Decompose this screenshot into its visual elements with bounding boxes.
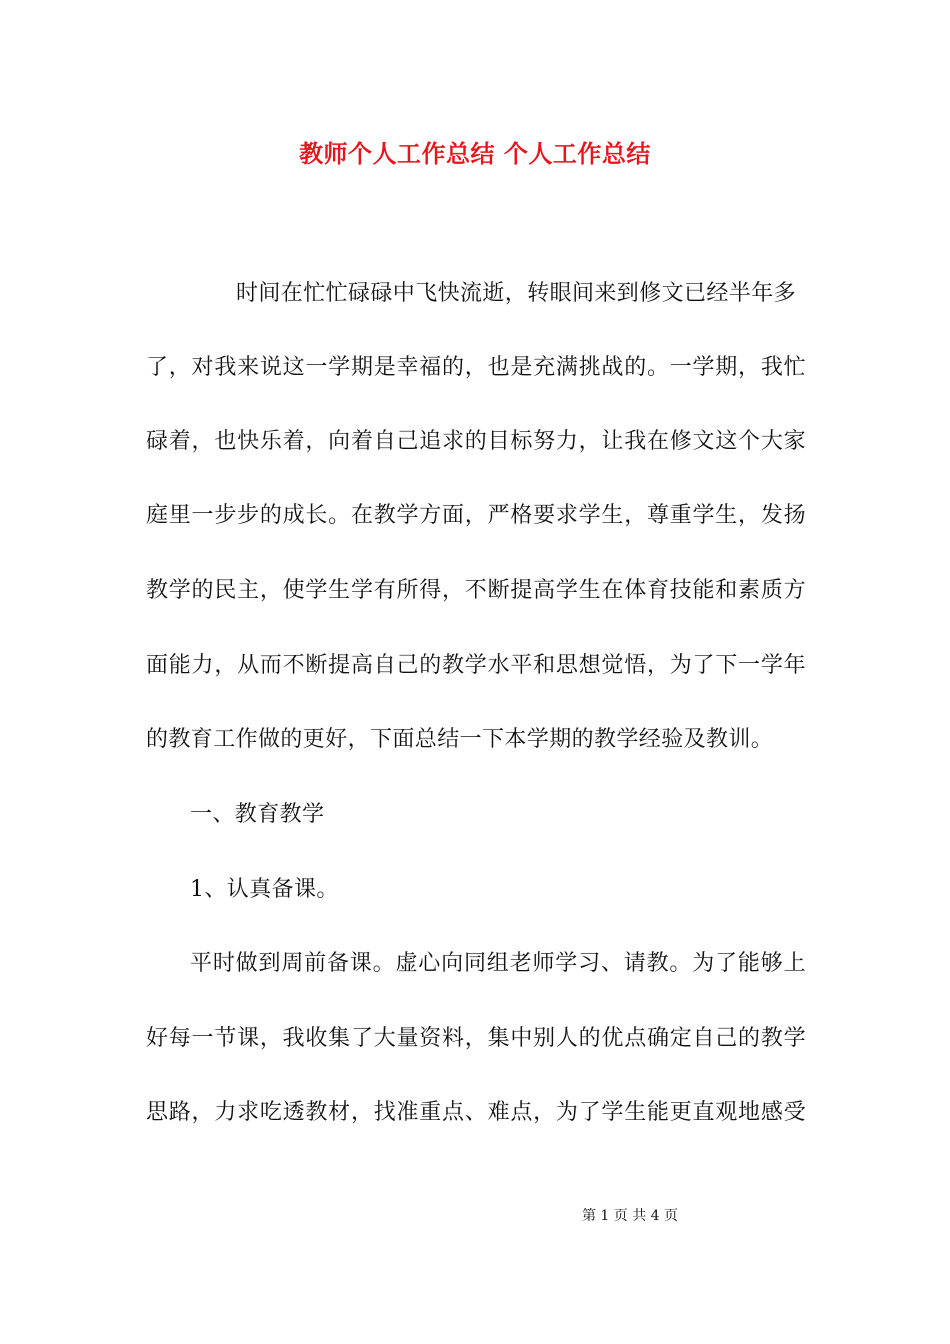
page-footer: 第 1 页 共 4 页 <box>581 1208 679 1224</box>
paragraph-line-4: 庭里一步步的成长。在教学方面，严格要求学生，尊重学生，发扬 <box>146 503 806 528</box>
subsection-heading: 1、认真备课。 <box>190 877 339 902</box>
paragraph-line-5: 教学的民主，使学生学有所得，不断提高学生在体育技能和素质方 <box>146 578 806 603</box>
paragraph-line-2: 了，对我来说这一学期是幸福的，也是充满挑战的。一学期，我忙 <box>146 355 806 380</box>
paragraph-line-3: 碌着，也快乐着，向着自己追求的目标努力，让我在修文这个大家 <box>146 429 806 454</box>
paragraph-line-10: 思路，力求吃透教材，找准重点、难点，为了学生能更直观地感受 <box>146 1100 806 1125</box>
section-heading: 一、教育教学 <box>190 802 325 827</box>
paragraph-line-6: 面能力，从而不断提高自己的教学水平和思想觉悟，为了下一学年 <box>146 653 806 678</box>
paragraph-line-7: 的教育工作做的更好，下面总结一下本学期的教学经验及教训。 <box>146 727 774 752</box>
document-title: 教师个人工作总结 个人工作总结 <box>299 139 651 168</box>
paragraph-line-9: 好每一节课，我收集了大量资料，集中别人的优点确定自己的教学 <box>146 1026 806 1051</box>
paragraph-line-1: 时间在忙忙碌碌中飞快流逝，转眼间来到修文已经半年多 <box>236 281 797 306</box>
paragraph-line-8: 平时做到周前备课。虚心向同组老师学习、请教。为了能够上 <box>190 951 806 976</box>
